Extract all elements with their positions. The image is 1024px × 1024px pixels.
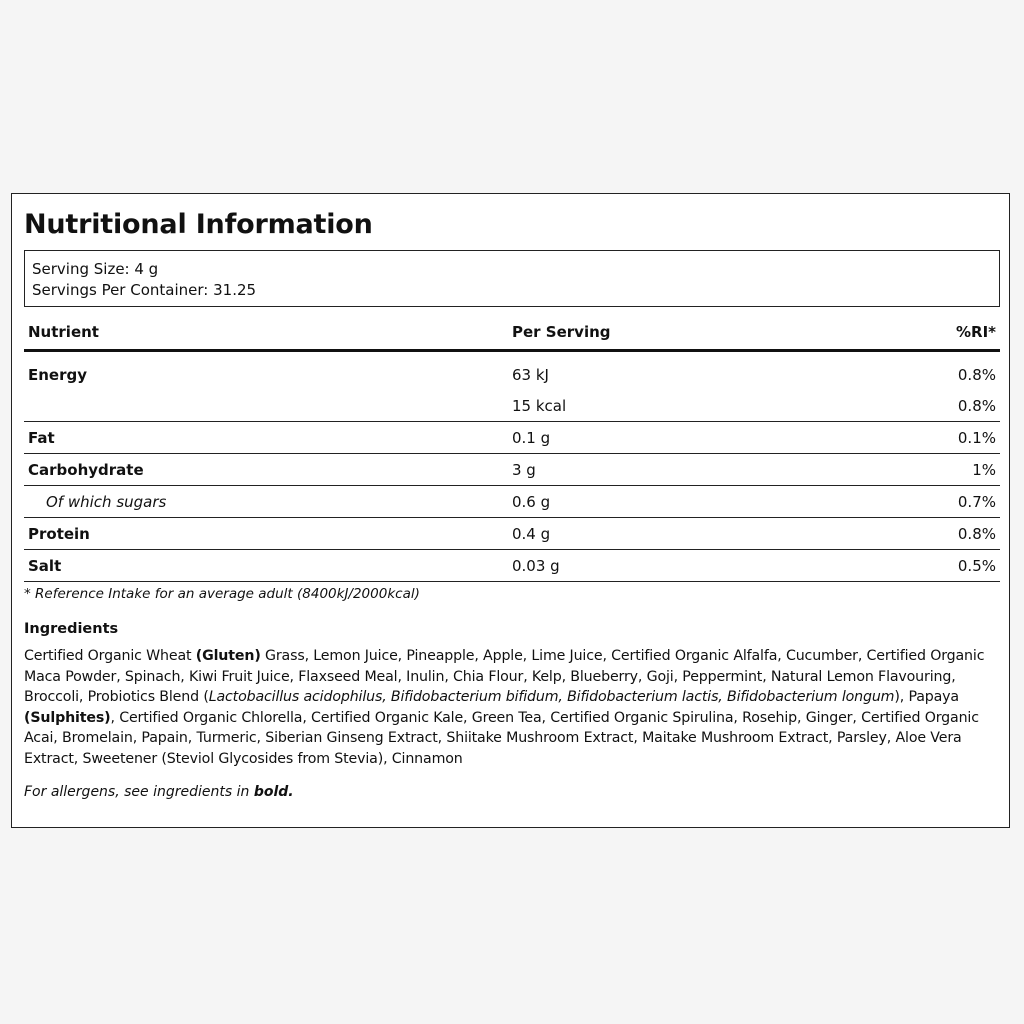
nutrient-name: Carbohydrate [24, 454, 508, 486]
header-nutrient: Nutrient [24, 315, 508, 351]
nutrition-table [24, 315, 1000, 582]
ingredients-heading: Ingredients [24, 621, 119, 637]
per-serving-value: 63 kJ [512, 366, 549, 384]
table-row [24, 486, 1000, 518]
ingredients-text: Grass, Lemon Juice, Pineapple, Apple, Lime Juice, Certified Organic Alfalfa, Cucumber, Certified Organic Maca Powder, Spinach, Kiwi Fruit Juice, Flaxseed Meal, Inulin, Chia Flour, Kelp, Blueberry, Goji, Peppermint, Natural Lemon Flavouring, Broccoli, Probiotics Blend ( [24, 648, 985, 705]
nutrition-panel [11, 193, 1010, 828]
allergen-note-text: For allergens, see ingredients in [24, 784, 254, 800]
per-serving-value: 0.1 g [508, 422, 896, 454]
ri-value: 0.8% [896, 518, 1000, 550]
table-row [24, 422, 1000, 454]
allergen-note-bold: bold. [253, 784, 294, 800]
ri-value: 0.5% [896, 550, 1000, 582]
nutrient-name: Protein [24, 518, 508, 550]
table-row [24, 454, 1000, 486]
per-serving-value: 0.03 g [508, 550, 896, 582]
ri-value: 0.7% [896, 486, 1000, 518]
header-ri: %RI* [896, 315, 1000, 351]
allergen-gluten: (Gluten) [195, 648, 261, 664]
ri-value: 1% [896, 454, 1000, 486]
serving-info-box [24, 250, 1000, 307]
ri-value: 0.8% [896, 390, 1000, 422]
allergen-note [24, 784, 294, 800]
table-row [24, 351, 1000, 391]
per-serving-value: 15 kcal [508, 390, 896, 422]
page-title: Nutritional Information [24, 209, 373, 240]
nutrient-name [24, 390, 508, 422]
serving-size: Serving Size: 4 g [32, 260, 159, 278]
table-row [24, 518, 1000, 550]
per-serving-value: 3 g [508, 454, 896, 486]
probiotic-strains: Lactobacillus acidophilus, Bifidobacterium bifidum, Bifidobacterium lactis, Bifidobacterium longum [208, 689, 895, 705]
ingredients-text: ), Papaya [894, 689, 959, 705]
nutrient-name: Salt [24, 550, 508, 582]
nutrient-name: Energy [28, 366, 88, 384]
table-row [24, 390, 1000, 422]
ingredients-list [24, 646, 999, 769]
table-row [24, 550, 1000, 582]
ingredients-text: Certified Organic Wheat [24, 648, 196, 664]
per-serving-value: 0.4 g [508, 518, 896, 550]
header-per-serving: Per Serving [508, 315, 896, 351]
nutrient-name: Of which sugars [24, 486, 508, 518]
allergen-sulphites: (Sulphites) [24, 709, 111, 726]
servings-per-container: Servings Per Container: 31.25 [32, 281, 257, 299]
ri-value: 0.8% [957, 366, 996, 384]
per-serving-value: 0.6 g [508, 486, 896, 518]
nutrient-name: Fat [24, 422, 508, 454]
ingredients-text: , Certified Organic Chlorella, Certified Organic Kale, Green Tea, Certified Organic Spirulina, Rosehip, Ginger, Certified Organic Acai, Bromelain, Papain, Turmeric, Siberian Ginseng Extract, Shiitake Mushroom Extract, Maitake Mushroom Extract, Parsley, Aloe Vera Extract, Sweetener (Steviol Glycosides from Stevia), Cinnamon [24, 709, 979, 767]
ri-value: 0.1% [896, 422, 1000, 454]
table-header-row [24, 315, 1000, 351]
reference-intake-note: * Reference Intake for an average adult (8400kJ/2000kcal) [24, 586, 420, 602]
